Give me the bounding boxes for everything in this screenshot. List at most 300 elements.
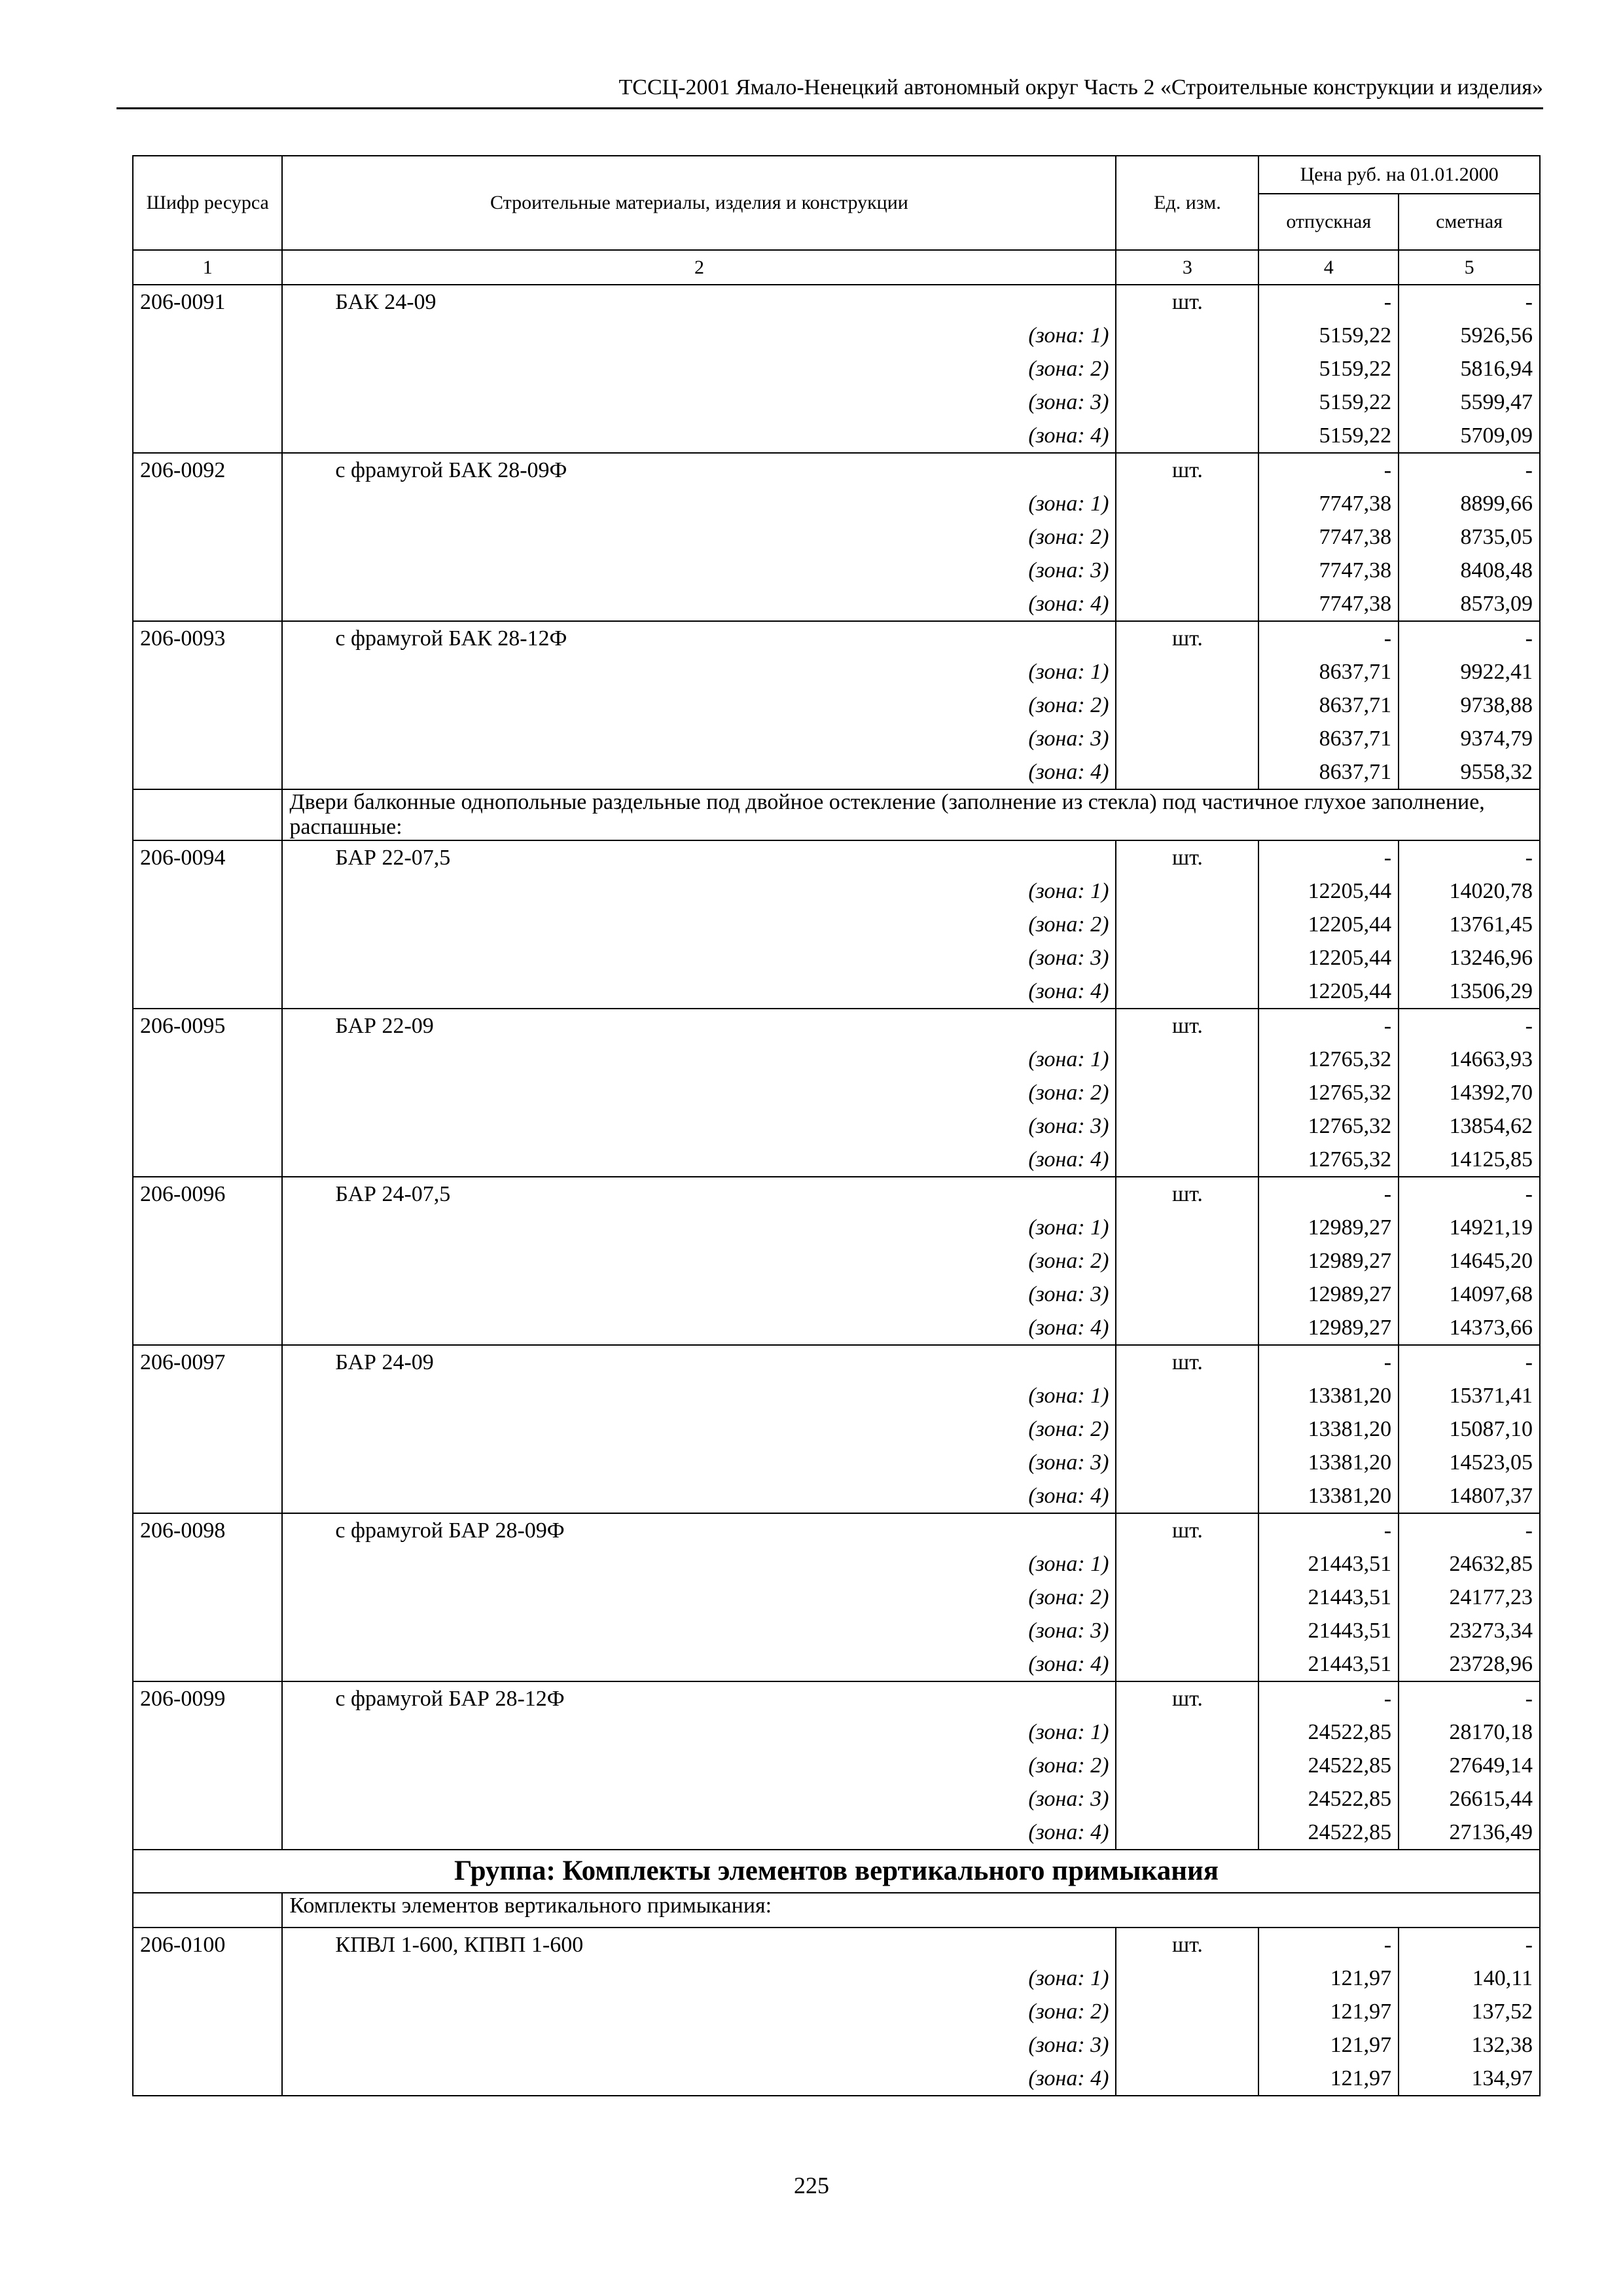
zone-code-empty bbox=[133, 1379, 282, 1412]
zone-row bbox=[133, 2062, 1540, 2096]
note-spacer bbox=[133, 789, 282, 840]
release-price: - bbox=[1258, 1928, 1399, 1962]
item-name: БАР 22-09 bbox=[282, 1009, 1116, 1043]
zone-code-empty bbox=[133, 587, 282, 621]
release-price: - bbox=[1258, 453, 1399, 487]
table-row bbox=[133, 453, 1540, 487]
zone-row bbox=[133, 1479, 1540, 1513]
zone-row bbox=[133, 1076, 1540, 1109]
zone-release-price: 12765,32 bbox=[1258, 1043, 1399, 1076]
zone-code-empty bbox=[133, 1076, 282, 1109]
zone-row bbox=[133, 1278, 1540, 1311]
zone-unit-empty bbox=[1116, 655, 1258, 689]
zone-unit-empty bbox=[1116, 755, 1258, 789]
zone-code-empty bbox=[133, 1244, 282, 1278]
unit: шт. bbox=[1116, 840, 1258, 874]
zone-code-empty bbox=[133, 1614, 282, 1647]
zone-code-empty bbox=[133, 941, 282, 975]
zone-release-price: 24522,85 bbox=[1258, 1782, 1399, 1816]
zone-unit-empty bbox=[1116, 1749, 1258, 1782]
estimate-price: - bbox=[1399, 1513, 1540, 1547]
zone-release-price: 121,97 bbox=[1258, 2062, 1399, 2096]
zone-unit-empty bbox=[1116, 722, 1258, 755]
zone-release-price: 21443,51 bbox=[1258, 1581, 1399, 1614]
zone-code-empty bbox=[133, 2062, 282, 2096]
table-row bbox=[133, 1681, 1540, 1715]
zone-release-price: 13381,20 bbox=[1258, 1412, 1399, 1446]
release-price: - bbox=[1258, 1513, 1399, 1547]
resource-code: 206-0092 bbox=[133, 453, 282, 487]
zone-label: (зона: 2) bbox=[282, 1581, 1116, 1614]
zone-row bbox=[133, 1109, 1540, 1143]
zone-code-empty bbox=[133, 975, 282, 1009]
zone-release-price: 21443,51 bbox=[1258, 1547, 1399, 1581]
zone-release-price: 5159,22 bbox=[1258, 386, 1399, 419]
item-name: с фрамугой БАР 28-09Ф bbox=[282, 1513, 1116, 1547]
zone-unit-empty bbox=[1116, 1647, 1258, 1681]
zone-label: (зона: 2) bbox=[282, 352, 1116, 386]
section-note-row bbox=[133, 789, 1540, 840]
column-header-price: Цена руб. на 01.01.2000 bbox=[1258, 156, 1540, 194]
zone-label: (зона: 4) bbox=[282, 1647, 1116, 1681]
zone-row bbox=[133, 487, 1540, 520]
estimate-price: - bbox=[1399, 1681, 1540, 1715]
zone-release-price: 5159,22 bbox=[1258, 419, 1399, 453]
section-note-row bbox=[133, 1893, 1540, 1928]
zone-row bbox=[133, 1782, 1540, 1816]
zone-unit-empty bbox=[1116, 1412, 1258, 1446]
zone-row bbox=[133, 554, 1540, 587]
zone-release-price: 13381,20 bbox=[1258, 1479, 1399, 1513]
zone-row bbox=[133, 1547, 1540, 1581]
zone-row bbox=[133, 2028, 1540, 2062]
zone-label: (зона: 2) bbox=[282, 520, 1116, 554]
zone-unit-empty bbox=[1116, 1614, 1258, 1647]
zone-estimate-price: 14392,70 bbox=[1399, 1076, 1540, 1109]
zone-row bbox=[133, 975, 1540, 1009]
release-price: - bbox=[1258, 1009, 1399, 1043]
zone-estimate-price: 5926,56 bbox=[1399, 319, 1540, 352]
item-name: КПВЛ 1-600, КПВП 1-600 bbox=[282, 1928, 1116, 1962]
zone-estimate-price: 24632,85 bbox=[1399, 1547, 1540, 1581]
zone-label: (зона: 3) bbox=[282, 1109, 1116, 1143]
zone-unit-empty bbox=[1116, 1816, 1258, 1850]
item-name: с фрамугой БАК 28-09Ф bbox=[282, 453, 1116, 487]
table-row bbox=[133, 1513, 1540, 1547]
zone-code-empty bbox=[133, 1962, 282, 1995]
zone-release-price: 7747,38 bbox=[1258, 554, 1399, 587]
zone-unit-empty bbox=[1116, 587, 1258, 621]
unit: шт. bbox=[1116, 621, 1258, 655]
zone-unit-empty bbox=[1116, 1995, 1258, 2028]
zone-release-price: 7747,38 bbox=[1258, 520, 1399, 554]
zone-unit-empty bbox=[1116, 520, 1258, 554]
table-row bbox=[133, 621, 1540, 655]
zone-label: (зона: 4) bbox=[282, 419, 1116, 453]
zone-unit-empty bbox=[1116, 874, 1258, 908]
group-row bbox=[133, 1850, 1540, 1893]
zone-release-price: 121,97 bbox=[1258, 1962, 1399, 1995]
resource-code: 206-0095 bbox=[133, 1009, 282, 1043]
section-note: Двери балконные однопольные раздельные под двойное остекление (заполнение из стекла) под частичное глухое заполнение, распашные: bbox=[282, 789, 1540, 840]
running-header-title: ТССЦ-2001 Ямало-Ненецкий автономный округ Часть 2 «Строительные конструкции и изделия» bbox=[618, 75, 1543, 99]
zone-code-empty bbox=[133, 487, 282, 520]
item-name: БАР 22-07,5 bbox=[282, 840, 1116, 874]
zone-estimate-price: 14645,20 bbox=[1399, 1244, 1540, 1278]
zone-estimate-price: 14020,78 bbox=[1399, 874, 1540, 908]
zone-release-price: 24522,85 bbox=[1258, 1715, 1399, 1749]
zone-estimate-price: 8735,05 bbox=[1399, 520, 1540, 554]
zone-unit-empty bbox=[1116, 1076, 1258, 1109]
zone-release-price: 21443,51 bbox=[1258, 1647, 1399, 1681]
zone-row bbox=[133, 587, 1540, 621]
zone-label: (зона: 4) bbox=[282, 1143, 1116, 1177]
zone-estimate-price: 9738,88 bbox=[1399, 689, 1540, 722]
zone-label: (зона: 4) bbox=[282, 2062, 1116, 2096]
zone-estimate-price: 28170,18 bbox=[1399, 1715, 1540, 1749]
zone-estimate-price: 13246,96 bbox=[1399, 941, 1540, 975]
resource-code: 206-0097 bbox=[133, 1345, 282, 1379]
column-header-code: Шифр ресурса bbox=[133, 156, 282, 250]
zone-release-price: 8637,71 bbox=[1258, 655, 1399, 689]
zone-estimate-price: 14125,85 bbox=[1399, 1143, 1540, 1177]
release-price: - bbox=[1258, 1177, 1399, 1211]
zone-row bbox=[133, 1581, 1540, 1614]
zone-row bbox=[133, 1749, 1540, 1782]
zone-unit-empty bbox=[1116, 1962, 1258, 1995]
zone-release-price: 24522,85 bbox=[1258, 1749, 1399, 1782]
zone-code-empty bbox=[133, 386, 282, 419]
zone-estimate-price: 9374,79 bbox=[1399, 722, 1540, 755]
table-row bbox=[133, 285, 1540, 319]
column-number: 2 bbox=[282, 250, 1116, 285]
running-header bbox=[116, 73, 1543, 109]
zone-unit-empty bbox=[1116, 1379, 1258, 1412]
zone-label: (зона: 4) bbox=[282, 587, 1116, 621]
zone-unit-empty bbox=[1116, 1244, 1258, 1278]
zone-label: (зона: 1) bbox=[282, 655, 1116, 689]
zone-code-empty bbox=[133, 2028, 282, 2062]
release-price: - bbox=[1258, 840, 1399, 874]
zone-code-empty bbox=[133, 419, 282, 453]
zone-label: (зона: 1) bbox=[282, 1962, 1116, 1995]
table-row bbox=[133, 1177, 1540, 1211]
zone-code-empty bbox=[133, 520, 282, 554]
zone-code-empty bbox=[133, 655, 282, 689]
zone-estimate-price: 13761,45 bbox=[1399, 908, 1540, 941]
note-spacer bbox=[133, 1893, 282, 1928]
zone-release-price: 8637,71 bbox=[1258, 689, 1399, 722]
resource-code: 206-0091 bbox=[133, 285, 282, 319]
zone-release-price: 5159,22 bbox=[1258, 319, 1399, 352]
zone-release-price: 21443,51 bbox=[1258, 1614, 1399, 1647]
zone-label: (зона: 1) bbox=[282, 1043, 1116, 1076]
zone-release-price: 7747,38 bbox=[1258, 487, 1399, 520]
unit: шт. bbox=[1116, 1009, 1258, 1043]
zone-code-empty bbox=[133, 1547, 282, 1581]
table-row bbox=[133, 1928, 1540, 1962]
zone-label: (зона: 4) bbox=[282, 755, 1116, 789]
zone-release-price: 12205,44 bbox=[1258, 975, 1399, 1009]
page-number: 225 bbox=[794, 2172, 829, 2198]
zone-code-empty bbox=[133, 352, 282, 386]
zone-code-empty bbox=[133, 1143, 282, 1177]
zone-estimate-price: 132,38 bbox=[1399, 2028, 1540, 2062]
zone-row bbox=[133, 352, 1540, 386]
zone-estimate-price: 14097,68 bbox=[1399, 1278, 1540, 1311]
column-number: 3 bbox=[1116, 250, 1258, 285]
zone-row bbox=[133, 755, 1540, 789]
resource-code: 206-0098 bbox=[133, 1513, 282, 1547]
zone-row bbox=[133, 1446, 1540, 1479]
release-price: - bbox=[1258, 621, 1399, 655]
resource-code: 206-0093 bbox=[133, 621, 282, 655]
zone-release-price: 12765,32 bbox=[1258, 1143, 1399, 1177]
zone-unit-empty bbox=[1116, 1782, 1258, 1816]
zone-code-empty bbox=[133, 1782, 282, 1816]
zone-row bbox=[133, 1311, 1540, 1345]
zone-code-empty bbox=[133, 1749, 282, 1782]
estimate-price: - bbox=[1399, 1928, 1540, 1962]
zone-release-price: 12989,27 bbox=[1258, 1244, 1399, 1278]
zone-unit-empty bbox=[1116, 554, 1258, 587]
zone-row bbox=[133, 386, 1540, 419]
zone-label: (зона: 2) bbox=[282, 1995, 1116, 2028]
zone-label: (зона: 3) bbox=[282, 2028, 1116, 2062]
zone-release-price: 121,97 bbox=[1258, 1995, 1399, 2028]
item-name: с фрамугой БАР 28-12Ф bbox=[282, 1681, 1116, 1715]
zone-label: (зона: 3) bbox=[282, 554, 1116, 587]
zone-estimate-price: 15371,41 bbox=[1399, 1379, 1540, 1412]
resource-code: 206-0099 bbox=[133, 1681, 282, 1715]
zone-unit-empty bbox=[1116, 487, 1258, 520]
zone-row bbox=[133, 1244, 1540, 1278]
zone-row bbox=[133, 1816, 1540, 1850]
zone-estimate-price: 23728,96 bbox=[1399, 1647, 1540, 1681]
zone-row bbox=[133, 655, 1540, 689]
item-name: БАР 24-09 bbox=[282, 1345, 1116, 1379]
zone-row bbox=[133, 1412, 1540, 1446]
zone-row bbox=[133, 1143, 1540, 1177]
zone-row bbox=[133, 874, 1540, 908]
estimate-price: - bbox=[1399, 453, 1540, 487]
zone-label: (зона: 1) bbox=[282, 1547, 1116, 1581]
unit: шт. bbox=[1116, 1928, 1258, 1962]
estimate-price: - bbox=[1399, 1177, 1540, 1211]
zone-estimate-price: 5709,09 bbox=[1399, 419, 1540, 453]
resource-code: 206-0100 bbox=[133, 1928, 282, 1962]
zone-estimate-price: 23273,34 bbox=[1399, 1614, 1540, 1647]
zone-code-empty bbox=[133, 908, 282, 941]
estimate-price: - bbox=[1399, 840, 1540, 874]
release-price: - bbox=[1258, 1345, 1399, 1379]
zone-release-price: 5159,22 bbox=[1258, 352, 1399, 386]
zone-unit-empty bbox=[1116, 1143, 1258, 1177]
zone-estimate-price: 5816,94 bbox=[1399, 352, 1540, 386]
zone-label: (зона: 1) bbox=[282, 487, 1116, 520]
zone-estimate-price: 8573,09 bbox=[1399, 587, 1540, 621]
zone-label: (зона: 3) bbox=[282, 1446, 1116, 1479]
zone-release-price: 12205,44 bbox=[1258, 874, 1399, 908]
table-row bbox=[133, 1009, 1540, 1043]
zone-label: (зона: 2) bbox=[282, 1244, 1116, 1278]
zone-release-price: 7747,38 bbox=[1258, 587, 1399, 621]
zone-row bbox=[133, 941, 1540, 975]
zone-estimate-price: 8899,66 bbox=[1399, 487, 1540, 520]
zone-code-empty bbox=[133, 1043, 282, 1076]
zone-unit-empty bbox=[1116, 419, 1258, 453]
zone-unit-empty bbox=[1116, 1446, 1258, 1479]
zone-label: (зона: 3) bbox=[282, 386, 1116, 419]
column-header-unit: Ед. изм. bbox=[1116, 156, 1258, 250]
zone-code-empty bbox=[133, 319, 282, 352]
zone-estimate-price: 5599,47 bbox=[1399, 386, 1540, 419]
zone-row bbox=[133, 722, 1540, 755]
zone-row bbox=[133, 520, 1540, 554]
zone-unit-empty bbox=[1116, 2028, 1258, 2062]
zone-unit-empty bbox=[1116, 1581, 1258, 1614]
zone-code-empty bbox=[133, 1479, 282, 1513]
section-note: Комплекты элементов вертикального примыкания: bbox=[282, 1893, 1540, 1928]
item-name: БАР 24-07,5 bbox=[282, 1177, 1116, 1211]
zone-release-price: 13381,20 bbox=[1258, 1379, 1399, 1412]
zone-code-empty bbox=[133, 1647, 282, 1681]
zone-unit-empty bbox=[1116, 2062, 1258, 2096]
zone-unit-empty bbox=[1116, 1211, 1258, 1244]
zone-release-price: 12205,44 bbox=[1258, 908, 1399, 941]
zone-code-empty bbox=[133, 1412, 282, 1446]
zone-unit-empty bbox=[1116, 908, 1258, 941]
zone-release-price: 12989,27 bbox=[1258, 1211, 1399, 1244]
zone-estimate-price: 137,52 bbox=[1399, 1995, 1540, 2028]
unit: шт. bbox=[1116, 1345, 1258, 1379]
resource-code: 206-0096 bbox=[133, 1177, 282, 1211]
zone-release-price: 121,97 bbox=[1258, 2028, 1399, 2062]
zone-row bbox=[133, 689, 1540, 722]
zone-label: (зона: 3) bbox=[282, 1782, 1116, 1816]
zone-code-empty bbox=[133, 1109, 282, 1143]
zone-estimate-price: 13854,62 bbox=[1399, 1109, 1540, 1143]
item-name: БАК 24-09 bbox=[282, 285, 1116, 319]
unit: шт. bbox=[1116, 285, 1258, 319]
zone-release-price: 8637,71 bbox=[1258, 722, 1399, 755]
zone-release-price: 24522,85 bbox=[1258, 1816, 1399, 1850]
zone-code-empty bbox=[133, 1311, 282, 1345]
zone-label: (зона: 1) bbox=[282, 1715, 1116, 1749]
zone-label: (зона: 4) bbox=[282, 975, 1116, 1009]
zone-estimate-price: 14373,66 bbox=[1399, 1311, 1540, 1345]
estimate-price: - bbox=[1399, 285, 1540, 319]
table-row bbox=[133, 1345, 1540, 1379]
zone-row bbox=[133, 419, 1540, 453]
estimate-price: - bbox=[1399, 1009, 1540, 1043]
unit: шт. bbox=[1116, 453, 1258, 487]
unit: шт. bbox=[1116, 1513, 1258, 1547]
zone-release-price: 12765,32 bbox=[1258, 1109, 1399, 1143]
table-body bbox=[133, 285, 1540, 2096]
zone-unit-empty bbox=[1116, 1043, 1258, 1076]
table-row bbox=[133, 840, 1540, 874]
zone-estimate-price: 24177,23 bbox=[1399, 1581, 1540, 1614]
zone-label: (зона: 1) bbox=[282, 1211, 1116, 1244]
zone-estimate-price: 14663,93 bbox=[1399, 1043, 1540, 1076]
zone-code-empty bbox=[133, 1278, 282, 1311]
zone-code-empty bbox=[133, 1211, 282, 1244]
zone-estimate-price: 134,97 bbox=[1399, 2062, 1540, 2096]
zone-code-empty bbox=[133, 874, 282, 908]
zone-code-empty bbox=[133, 1446, 282, 1479]
zone-row bbox=[133, 1379, 1540, 1412]
zone-release-price: 13381,20 bbox=[1258, 1446, 1399, 1479]
unit: шт. bbox=[1116, 1681, 1258, 1715]
zone-unit-empty bbox=[1116, 689, 1258, 722]
zone-label: (зона: 4) bbox=[282, 1816, 1116, 1850]
zone-label: (зона: 1) bbox=[282, 1379, 1116, 1412]
zone-label: (зона: 2) bbox=[282, 1412, 1116, 1446]
zone-unit-empty bbox=[1116, 386, 1258, 419]
zone-label: (зона: 2) bbox=[282, 1076, 1116, 1109]
zone-code-empty bbox=[133, 1995, 282, 2028]
zone-estimate-price: 15087,10 bbox=[1399, 1412, 1540, 1446]
zone-label: (зона: 3) bbox=[282, 1614, 1116, 1647]
zone-estimate-price: 8408,48 bbox=[1399, 554, 1540, 587]
zone-release-price: 12765,32 bbox=[1258, 1076, 1399, 1109]
zone-row bbox=[133, 1962, 1540, 1995]
zone-row bbox=[133, 1043, 1540, 1076]
zone-label: (зона: 1) bbox=[282, 874, 1116, 908]
zone-label: (зона: 2) bbox=[282, 689, 1116, 722]
column-number-row bbox=[133, 250, 1540, 285]
release-price: - bbox=[1258, 285, 1399, 319]
estimate-price: - bbox=[1399, 621, 1540, 655]
item-name: с фрамугой БАК 28-12Ф bbox=[282, 621, 1116, 655]
zone-label: (зона: 2) bbox=[282, 908, 1116, 941]
zone-estimate-price: 140,11 bbox=[1399, 1962, 1540, 1995]
estimate-price: - bbox=[1399, 1345, 1540, 1379]
zone-unit-empty bbox=[1116, 1479, 1258, 1513]
zone-code-empty bbox=[133, 755, 282, 789]
zone-row bbox=[133, 908, 1540, 941]
zone-label: (зона: 3) bbox=[282, 1278, 1116, 1311]
zone-row bbox=[133, 319, 1540, 352]
zone-estimate-price: 27649,14 bbox=[1399, 1749, 1540, 1782]
zone-unit-empty bbox=[1116, 941, 1258, 975]
column-number: 4 bbox=[1258, 250, 1399, 285]
column-header-estimate: сметная bbox=[1399, 194, 1540, 250]
zone-code-empty bbox=[133, 722, 282, 755]
zone-row bbox=[133, 1647, 1540, 1681]
zone-code-empty bbox=[133, 554, 282, 587]
zone-unit-empty bbox=[1116, 1109, 1258, 1143]
price-table bbox=[132, 155, 1541, 2096]
table-header bbox=[133, 156, 1540, 285]
column-header-name: Строительные материалы, изделия и конструкции bbox=[282, 156, 1116, 250]
zone-unit-empty bbox=[1116, 352, 1258, 386]
zone-unit-empty bbox=[1116, 1547, 1258, 1581]
zone-code-empty bbox=[133, 1581, 282, 1614]
zone-label: (зона: 3) bbox=[282, 941, 1116, 975]
zone-code-empty bbox=[133, 689, 282, 722]
zone-label: (зона: 2) bbox=[282, 1749, 1116, 1782]
zone-release-price: 12205,44 bbox=[1258, 941, 1399, 975]
unit: шт. bbox=[1116, 1177, 1258, 1211]
zone-label: (зона: 4) bbox=[282, 1311, 1116, 1345]
release-price: - bbox=[1258, 1681, 1399, 1715]
zone-unit-empty bbox=[1116, 975, 1258, 1009]
zone-estimate-price: 14921,19 bbox=[1399, 1211, 1540, 1244]
zone-unit-empty bbox=[1116, 1311, 1258, 1345]
zone-estimate-price: 14807,37 bbox=[1399, 1479, 1540, 1513]
